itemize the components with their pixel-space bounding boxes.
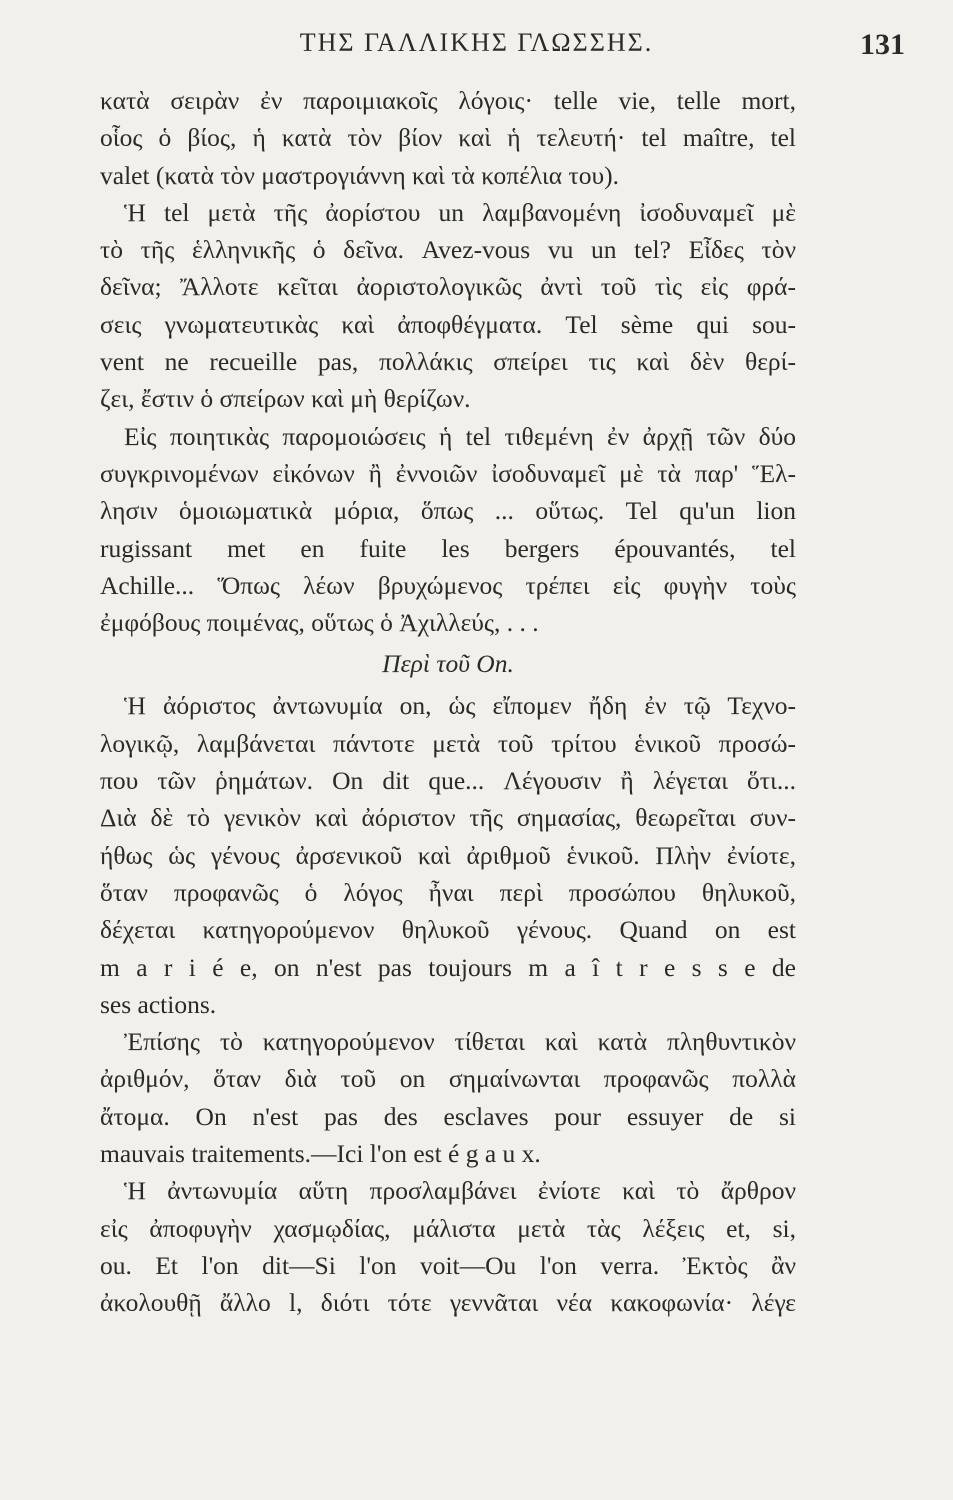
text-line: ἄτομα. On n'est pas des esclaves pour essuyer de si	[100, 1101, 796, 1131]
text-line: δεῖνα; Ἄλλοτε κεῖται ἀοριστολογικῶς ἀντὶ τοῦ τὶς εἰς φρά-	[100, 272, 796, 302]
page-body	[100, 82, 796, 1322]
text-line: ses actions.	[100, 989, 217, 1019]
text-line: vent ne recueille pas, πολλάκις σπείρει τις καὶ δὲν θερί-	[100, 347, 796, 377]
text-line: Ἡ tel μετὰ τῆς ἀορίστου un λαμβανομένη ἰσοδυναμεῖ μὲ	[124, 197, 796, 227]
text-line: οἷος ὁ βίος, ἡ κατὰ τὸν βίον καὶ ἡ τελευτή· tel maître, tel	[100, 123, 796, 153]
text-line: λογικῷ, λαμβάνεται πάντοτε μετὰ τοῦ τρίτου ἑνικοῦ προσώ-	[100, 728, 796, 758]
running-title: ΤΗΣ ΓΑΛΛΙΚΗΣ ΓΛΩΣΣΗΣ.	[299, 28, 654, 57]
text-line: ζει, ἔστιν ὁ σπείρων καὶ μὴ θερίζων.	[100, 384, 471, 414]
text-line: ou. Et l'on dit—Si l'on voit—Ou l'on verra. Ἐκτὸς ἂν	[100, 1250, 796, 1280]
text-line: rugissant met en fuite les bergers épouvantés, tel	[100, 533, 796, 563]
text-line: Achille... Ὅπως λέων βρυχώμενος τρέπει εἰς φυγὴν τοὺς	[100, 570, 796, 600]
text-line: Εἰς ποιητικὰς παρομοιώσεις ἡ tel τιθεμένη ἐν ἀρχῇ τῶν δύο	[124, 421, 796, 451]
text-line: valet (κατὰ τὸν μαστρογιάννη καὶ τὰ κοπέλια του).	[100, 160, 620, 190]
text-line: τὸ τῆς ἑλληνικῆς ὁ δεῖνα. Avez-vous vu un tel? Εἶδες τὸν	[100, 235, 796, 265]
paragraph	[100, 82, 796, 194]
text-line: που τῶν ῥημάτων. On dit que... Λέγουσιν ἢ λέγεται ὅτι...	[100, 766, 796, 796]
paragraph	[100, 1172, 796, 1321]
text-line: Ἐπίσης τὸ κατηγορούμενον τίθεται καὶ κατὰ πληθυντικὸν	[124, 1027, 796, 1057]
text-line: ἐμφόβους ποιμένας, οὕτως ὁ Ἀχιλλεύς, . . .	[100, 608, 539, 638]
text-line: Ἡ ἀντωνυμία αὕτη προσλαμβάνει ἐνίοτε καὶ τὸ ἄρθρον	[124, 1176, 796, 1206]
text-line: κατὰ σειρὰν ἐν παροιμιακοῖς λόγοις· telle vie, telle mort,	[100, 86, 796, 115]
paragraph	[100, 418, 796, 642]
paragraph	[100, 687, 796, 1023]
paragraph	[100, 1023, 796, 1172]
text-line: ήθως ὡς γένους ἀρσενικοῦ καὶ ἀριθμοῦ ἑνικοῦ. Πλὴν ἐνίοτε,	[100, 840, 796, 870]
text-line: εἰς ἀποφυγὴν χασμῳδίας, μάλιστα μετὰ τὰς λέξεις et, si,	[100, 1213, 796, 1243]
text-line: λησιν ὁμοιωματικὰ μόρια, ὅπως ... οὕτως. Tel qu'un lion	[100, 496, 796, 526]
text-line: Ἡ ἀόριστος ἀντωνυμία on, ὡς εἴπομεν ἤδη ἐν τῷ Τεχνο-	[124, 691, 796, 721]
text-line: συγκρινομένων εἰκόνων ἢ ἐννοιῶν ἰσοδυναμεῖ μὲ τὰ παρ' Ἕλ-	[100, 458, 796, 488]
section-heading: Περὶ τοῦ On.	[382, 649, 514, 679]
page-number: 131	[860, 28, 905, 61]
text-line: δέχεται κατηγορούμενον θηλυκοῦ γένους. Quand on est	[100, 915, 796, 945]
text-line: m a r i é e, on n'est pas toujours m a î t r e s s e de	[100, 952, 796, 982]
text-line: σεις γνωματευτικὰς καὶ ἀποφθέγματα. Tel sème qui sou-	[100, 309, 796, 339]
page-header	[0, 28, 953, 68]
text-line: ὅταν προφανῶς ὁ λόγος ἦναι περὶ προσώπου θηλυκοῦ,	[100, 877, 796, 907]
text-line: Διὰ δὲ τὸ γενικὸν καὶ ἀόριστον τῆς σημασίας, θεωρεῖται συν-	[100, 803, 796, 833]
paragraph	[100, 194, 796, 418]
text-line: ἀριθμόν, ὅταν διὰ τοῦ on σημαίνωνται προφανῶς πολλὰ	[100, 1064, 796, 1094]
text-line: ἀκολουθῇ ἄλλο l, διότι τότε γεννᾶται νέα κακοφωνία· λέγε	[100, 1288, 796, 1318]
text-line: mauvais traitements.—Ici l'on est é g a u x.	[100, 1139, 541, 1169]
